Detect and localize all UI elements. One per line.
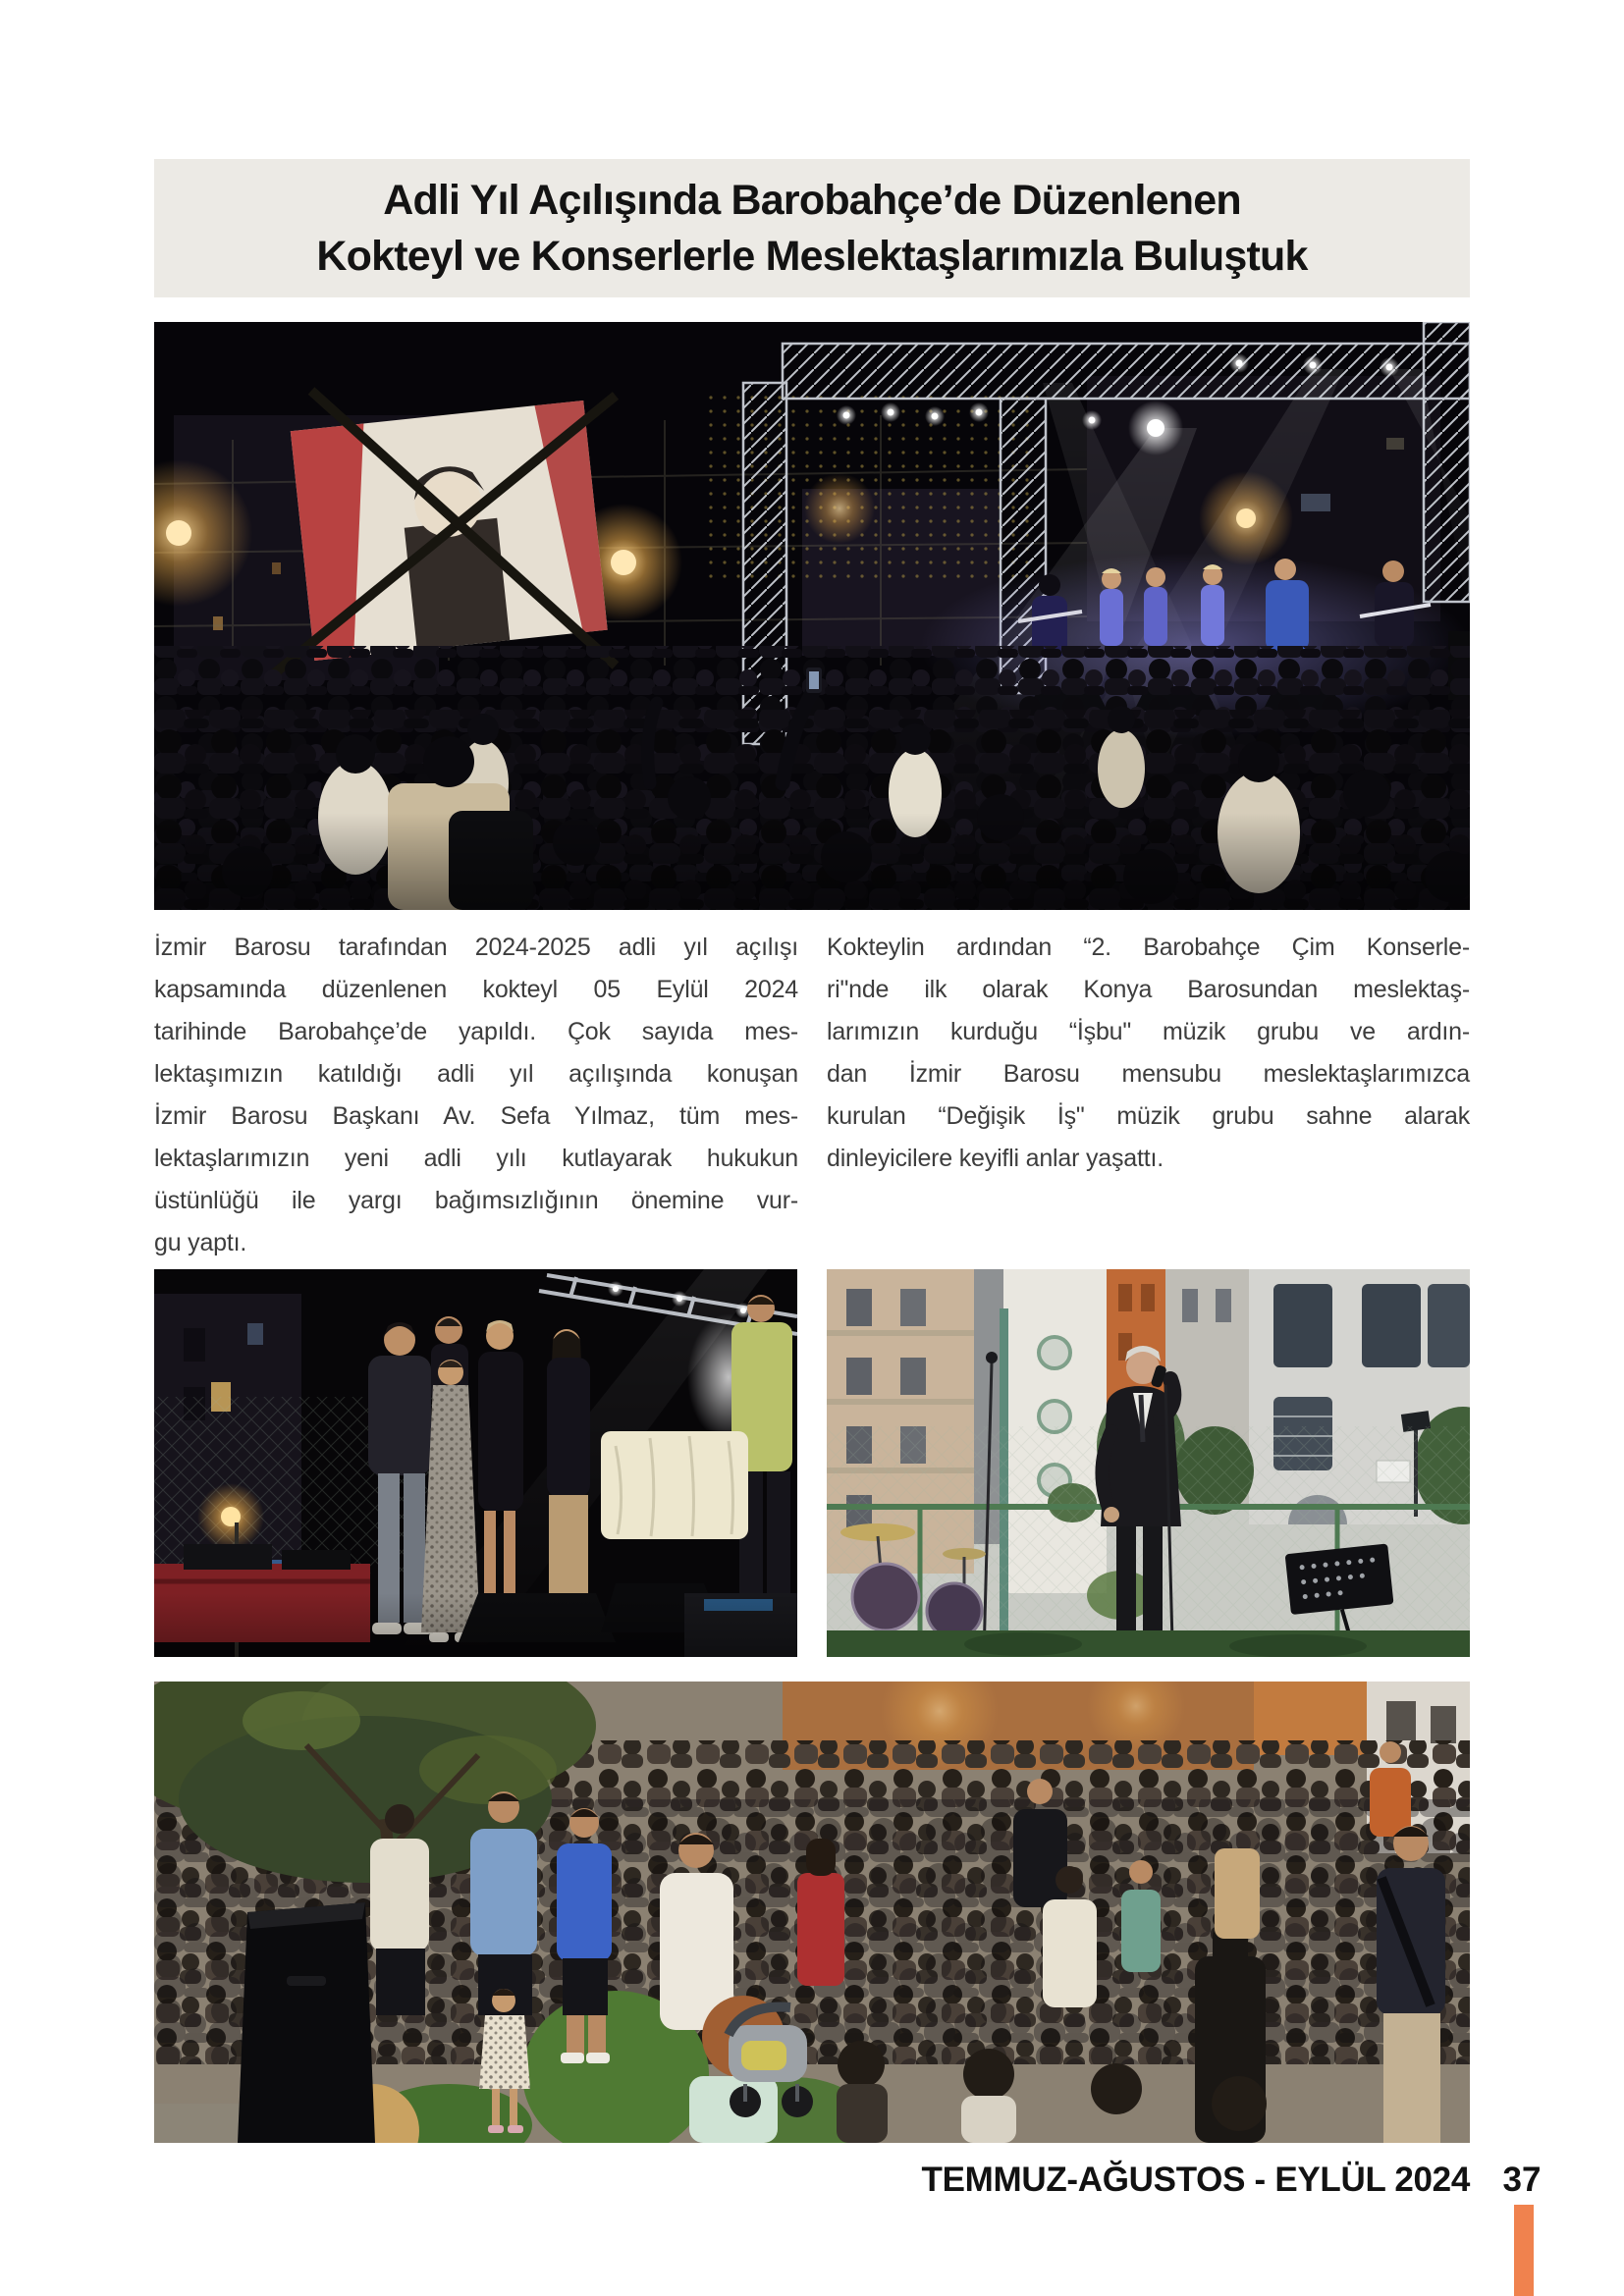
body-text-line: üstünlüğü ile yargı bağımsızlığının önemine vur- [154,1187,798,1214]
title-line-1: Adli Yıl Açılışında Barobahçe’de Düzenlenen [383,176,1241,224]
body-text-line: lektaşlarımızın yeni adli yılı kutlayarak hukukun [154,1145,798,1172]
photo-band-onstage [154,1269,797,1657]
photo-garden-crowd [154,1682,1470,2143]
title-line-2: Kokteyl ve Konserlerle Meslektaşlarımızla Buluştuk [316,232,1308,280]
speech-daytime-illustration [827,1269,1470,1657]
footer-issue-label: TEMMUZ-AĞUSTOS - EYLÜL 2024 [921,2161,1470,2199]
body-text-line: gu yaptı. [154,1229,247,1256]
speaker-cabinet [238,1902,375,2143]
body-text-line: tarihinde Barobahçe’de yapıldı. Çok sayıda mes- [154,1018,798,1045]
body-text-line: larımızın kurduğu “İşbu" müzik grubu ve ardın- [827,1018,1470,1045]
body-text-line: İzmir Barosu tarafından 2024-2025 adli yıl açılışı [154,934,798,961]
body-text-line: dinleyicilere keyifli anlar yaşattı. [827,1145,1164,1172]
footer-accent-bar [1514,2205,1534,2296]
body-text-line: İzmir Barosu Başkanı Av. Sefa Yılmaz, tüm mes- [154,1102,798,1130]
garden-crowd-illustration [154,1682,1470,2143]
band-posing-illustration [154,1269,797,1657]
body-text-line: kapsamında düzenlenen kokteyl 05 Eylül 2024 [154,976,798,1003]
body-text-line: ri"nde ilk olarak Konya Barosundan meslektaş- [827,976,1470,1003]
body-text-line: lektaşımızın katıldığı adli yıl açılışında konuşan [154,1060,798,1088]
article-column-left [154,927,798,1264]
article-column-right [827,927,1470,1180]
concert-night-illustration [154,322,1470,910]
footer-page-number: 37 [1502,2161,1542,2199]
body-text-line: Kokteylin ardından “2. Barobahçe Çim Konserle- [827,934,1470,961]
photo-president-speech [827,1269,1470,1657]
header-title-box [154,159,1470,297]
body-text-line: kurulan “Değişik İş" müzik grubu sahne alarak [827,1102,1470,1130]
photo-main-concert [154,322,1470,910]
body-text-line: dan İzmir Barosu mensubu meslektaşlarımızca [827,1060,1470,1088]
